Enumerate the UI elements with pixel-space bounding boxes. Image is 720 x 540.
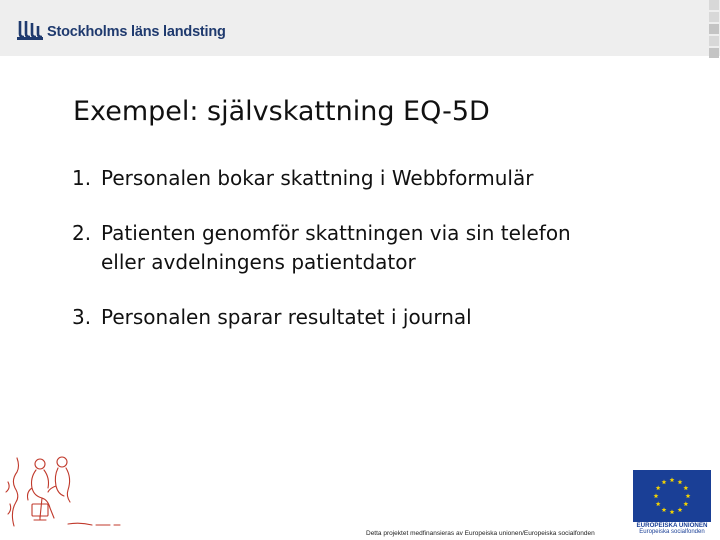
eu-star-icon	[662, 480, 667, 485]
eu-star-icon	[670, 477, 675, 482]
eu-caption-line1: EUROPEISKA UNIONEN	[636, 522, 708, 529]
eu-star-icon	[686, 493, 691, 498]
eu-star-icon	[678, 507, 683, 512]
eu-star-icon	[683, 501, 688, 506]
eu-flag-icon	[633, 470, 711, 522]
sketch-illustration-icon	[0, 452, 125, 532]
eu-star-icon	[683, 485, 688, 490]
list-item	[72, 303, 692, 332]
eu-caption-line2: Europeiska socialfonden	[639, 529, 705, 535]
sll-logo-icon	[16, 19, 44, 45]
list-item-text: Personalen bokar skattning i Webbformulär	[101, 166, 534, 190]
eu-star-icon	[656, 485, 661, 490]
list-item	[72, 164, 692, 193]
steps-list	[72, 164, 692, 332]
eu-star-icon	[670, 509, 675, 514]
eu-star-icon	[656, 501, 661, 506]
decorative-squares	[709, 0, 720, 60]
list-item-text: Personalen sparar resultatet i journal	[101, 305, 472, 329]
list-item-text: Patienten genomför skattningen via sin telefon eller avdelningens patientdator	[101, 221, 571, 274]
list-item-number: 1.	[72, 166, 92, 190]
eu-logo-caption	[633, 522, 711, 536]
org-logo	[16, 19, 226, 45]
slide-title: Exempel: självskattning EQ-5D	[73, 96, 490, 127]
eu-star-icon	[654, 493, 659, 498]
header-bar	[0, 0, 720, 56]
eu-star-icon	[678, 480, 683, 485]
funding-note: Detta projektet medfinansieras av Europeiska unionen/Europeiska socialfonden	[366, 530, 595, 537]
list-item-number: 3.	[72, 305, 92, 329]
eu-star-icon	[662, 507, 667, 512]
org-name: Stockholms läns landsting	[47, 24, 226, 40]
list-item	[72, 219, 692, 277]
list-item-number: 2.	[72, 221, 92, 245]
